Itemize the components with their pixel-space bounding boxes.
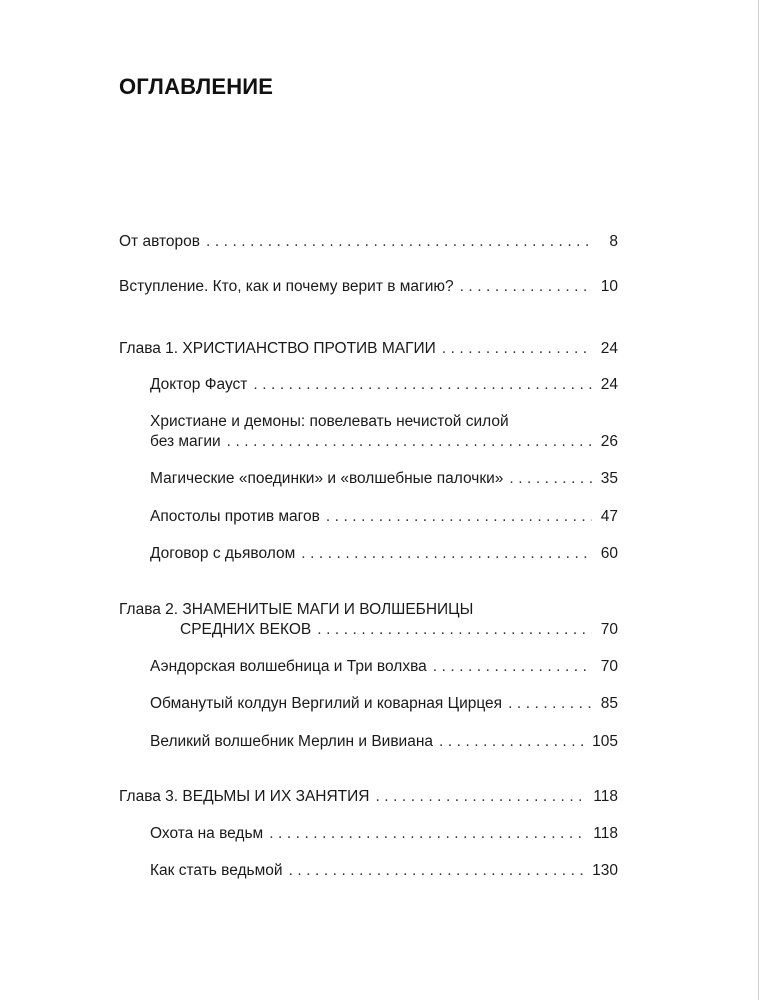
toc-entry[interactable]: [119, 232, 618, 252]
toc-entry-page: 85: [600, 695, 618, 712]
dot-leader: [509, 469, 592, 489]
toc-entry-title: Вступление. Кто, как и почему верит в магию?: [119, 278, 454, 295]
toc-entry-title: без магии: [150, 433, 221, 450]
dot-leader: [301, 544, 592, 564]
toc-entry-page: 26: [600, 433, 618, 450]
dot-leader: [269, 824, 587, 844]
toc-entry[interactable]: [119, 277, 618, 297]
toc-chapter[interactable]: [119, 787, 618, 807]
dot-leader: [508, 694, 592, 714]
toc-entry-page: 118: [593, 788, 618, 805]
toc-entry-page: 24: [600, 376, 618, 393]
toc-entry-title: Глава 1. ХРИСТИАНСТВО ПРОТИВ МАГИИ: [119, 340, 436, 357]
toc-entry-page: 70: [600, 658, 618, 675]
dot-leader: [317, 620, 592, 640]
toc-entry-page: 8: [609, 233, 618, 250]
toc-entry-title: СРЕДНИХ ВЕКОВ: [180, 621, 312, 638]
toc-entry-title: Обманутый колдун Вергилий и коварная Цирцея: [150, 695, 503, 712]
toc-entry-title: Великий волшебник Мерлин и Вивиана: [150, 733, 434, 750]
toc-entry-title-line1[interactable]: Христиане и демоны: повелевать нечистой силой: [150, 413, 509, 430]
dot-leader: [289, 861, 587, 881]
toc-entry-title: Охота на ведьм: [150, 825, 264, 842]
toc-entry-title: Глава 3. ВЕДЬМЫ И ИХ ЗАНЯТИЯ: [119, 788, 370, 805]
toc-entry-title: Магические «поединки» и «волшебные палочки»: [150, 470, 504, 487]
toc-entry-page: 118: [593, 825, 618, 842]
toc-entry-title: Как стать ведьмой: [150, 862, 283, 879]
toc-entry-page: 130: [592, 862, 618, 879]
page-title: ОГЛАВЛЕНИЕ: [119, 74, 274, 99]
toc-entry-title-line1[interactable]: Глава 2. ЗНАМЕНИТЫЕ МАГИ И ВОЛШЕБНИЦЫ: [119, 601, 474, 618]
toc-subentry[interactable]: [150, 657, 618, 677]
toc-entry-title: Договор с дьяволом: [150, 545, 296, 562]
toc-subentry[interactable]: [150, 861, 618, 881]
toc-entry-page: 70: [600, 621, 618, 638]
toc-entry-page: 10: [600, 278, 618, 295]
toc-subentry[interactable]: [150, 732, 618, 752]
toc-subentry[interactable]: [150, 469, 618, 489]
dot-leader: [227, 432, 592, 452]
toc-subentry[interactable]: [150, 544, 618, 564]
toc-entry-title: Аэндорская волшебница и Три волхва: [150, 658, 427, 675]
toc-chapter[interactable]: [180, 620, 618, 640]
toc-subentry[interactable]: [150, 694, 618, 714]
toc-entry-page: 35: [600, 470, 618, 487]
toc-entry-page: 105: [592, 733, 618, 750]
toc-chapter[interactable]: [119, 339, 618, 359]
dot-leader: [433, 657, 592, 677]
toc-subentry[interactable]: [150, 375, 618, 395]
dot-leader: [460, 277, 592, 297]
toc-entry-title: Доктор Фауст: [150, 376, 248, 393]
toc-entry-page: 60: [600, 545, 618, 562]
dot-leader: [206, 232, 592, 252]
toc-entry-page: 24: [600, 340, 618, 357]
dot-leader: [375, 787, 587, 807]
toc-subentry[interactable]: [150, 824, 618, 844]
toc-entry-page: 47: [600, 508, 618, 525]
dot-leader: [442, 339, 592, 359]
dot-leader: [326, 507, 592, 527]
dot-leader: [439, 732, 586, 752]
dot-leader: [253, 375, 592, 395]
toc-subentry[interactable]: [150, 507, 618, 527]
toc-subentry[interactable]: [150, 432, 618, 452]
toc-entry-title: От авторов: [119, 233, 200, 250]
toc-entry-title: Апостолы против магов: [150, 508, 320, 525]
